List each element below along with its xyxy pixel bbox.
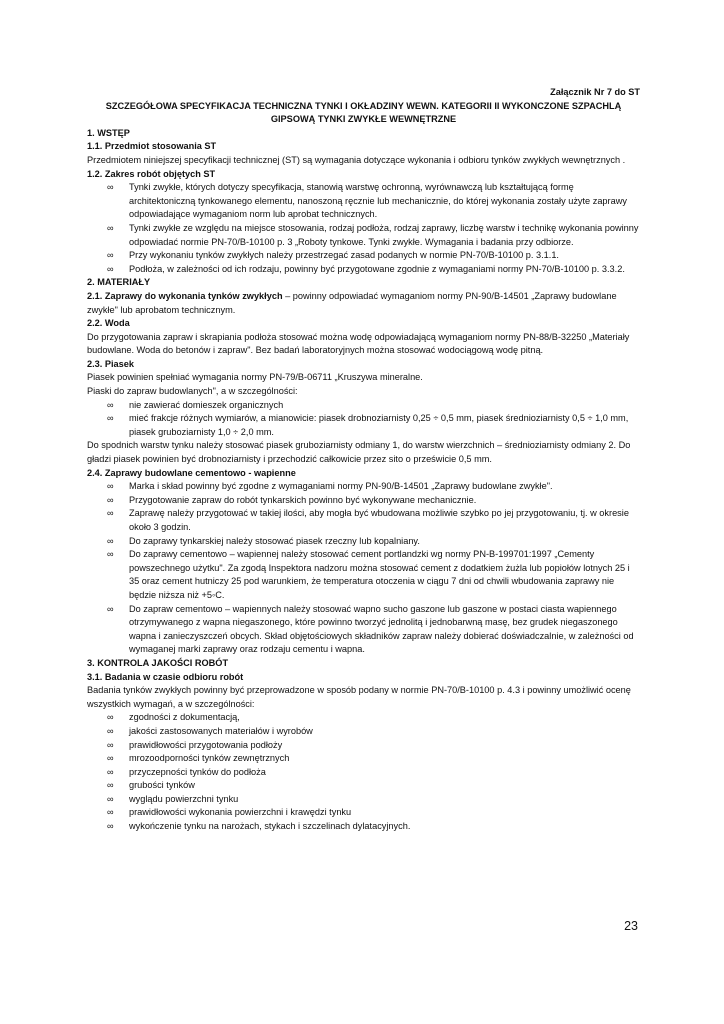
section-2-3-text: Do spodnich warstw tynku należy stosować piasek gruboziarnisty odmiany 1, do warstw wierzchnich – średnioziarnisty odmiany 2. Do gładzi piasek powinien być drobnoziarnisty i przechodzić całkowicie przez sito o prześwicie 0,5 mm. [87, 440, 631, 465]
section-3-heading: 3. KONTROLA JAKOŚCI ROBÓT [87, 657, 229, 668]
section-1-2-heading: 1.2. Zakres robót objętych ST [87, 168, 216, 179]
section-2-3-text: Piaski do zapraw budowlanych", a w szczególności: [87, 386, 298, 397]
bullet-icon: ∞ [107, 807, 114, 818]
section-3-1-heading: 3.1. Badania w czasie odbioru robót [87, 671, 244, 682]
list-item: ∞ mrozoodporności tynków zewnętrznych [87, 752, 640, 766]
section-3-1-list [87, 711, 640, 833]
bullet-icon: ∞ [107, 535, 114, 546]
list-item: ∞ wyglądu powierzchni tynku [87, 793, 640, 807]
bullet-icon: ∞ [107, 725, 114, 736]
bullet-icon: ∞ [107, 780, 114, 791]
section-2-3-list [87, 399, 640, 440]
list-item: ∞ Marka i skład powinny być zgodne z wymaganiami normy PN-90/B-14501 „Zaprawy budowlane zwykłe". [87, 480, 640, 494]
list-item: ∞ Tynki zwykłe ze względu na miejsce stosowania, rodzaj podłoża, rodzaj zaprawy, liczbę warstw i technikę wykonania powinny odpowiadać normie PN-70/B-10100 p. 3 „Roboty tynkowe. Tynki zwykłe. Wymagania i badania przy odbiorze. [107, 222, 639, 247]
bullet-icon: ∞ [107, 549, 114, 560]
bullet-icon: ∞ [107, 508, 114, 519]
bullet-icon: ∞ [107, 399, 114, 410]
bullet-icon: ∞ [107, 712, 114, 723]
list-item: ∞ prawidłowości wykonania powierzchni i krawędzi tynku [87, 806, 640, 820]
list-item: ∞ Podłoża, w zależności od ich rodzaju, powinny być przygotowane zgodnie z wymaganiami normy PN-70/B-10100 p. 3.3.2. [87, 263, 640, 277]
bullet-icon: ∞ [107, 793, 114, 804]
bullet-icon: ∞ [107, 182, 114, 193]
section-2-heading: 2. MATERIAŁY [87, 277, 151, 288]
section-2-4-list [87, 480, 640, 657]
bullet-icon: ∞ [107, 766, 114, 777]
list-item: ∞ prawidłowości przygotowania podłoży [87, 739, 640, 753]
section-2-1-text: 2.1. Zaprawy do wykonania tynków zwykłych – powinny odpowiadać wymaganiom normy PN-90/B-14501 „Zaprawy budowlane zwykłe" lub aprobatom technicznym. [87, 290, 617, 315]
bullet-icon: ∞ [107, 481, 114, 492]
list-item: ∞ Tynki zwykłe, których dotyczy specyfikacja, stanowią warstwę ochronną, wyrównawczą lub kształtującą formę architektoniczną tynkowanego elementu, nanoszoną ręcznie lub mechanicznie, do której wykonania zostały użyte zaprawy odpowiadające wymaganiom norm lub aprobat technicznych. [107, 182, 627, 220]
section-2-2-text: Do przygotowania zapraw i skrapiania podłoża stosować można wodę odpowiadającą wymaganiom normy PN-88/B-32250 „Materiały budowlane. Woda do betonów i zapraw". Bez badań laboratoryjnych można stosować wodociągową wodę pitną. [87, 331, 630, 356]
page-number: 23 [624, 919, 638, 933]
section-2-3-heading: 2.3. Piasek [87, 358, 134, 369]
list-item: ∞ Do zaprawy tynkarskiej należy stosować piasek rzeczny lub kopalniany. [87, 535, 640, 549]
section-2-1-heading: 2.1. Zaprawy do wykonania tynków zwykłych [87, 290, 283, 301]
document-page [87, 86, 640, 834]
list-item: ∞ Przygotowanie zapraw do robót tynkarskich powinno być wykonywane mechanicznie. [87, 494, 640, 508]
section-2-2-heading: 2.2. Woda [87, 318, 130, 329]
bullet-icon: ∞ [107, 494, 114, 505]
section-1-1-heading: 1.1. Przedmiot stosowania ST [87, 141, 217, 152]
list-item: ∞ wykończenie tynku na narożach, stykach i szczelinach dylatacyjnych. [87, 820, 640, 834]
section-1-heading: 1. WSTĘP [87, 127, 130, 138]
list-item: ∞ mieć frakcje różnych wymiarów, a mianowicie: piasek drobnoziarnisty 0,25 ÷ 0,5 mm, piasek średnioziarnisty 0,5 ÷ 1,0 mm, piasek gruboziarnisty 1,0 ÷ 2,0 mm. [107, 413, 629, 437]
bullet-icon: ∞ [107, 821, 114, 832]
list-item: ∞ grubości tynków [87, 779, 640, 793]
list-item: ∞ jakości zastosowanych materiałów i wyrobów [87, 725, 640, 739]
bullet-icon: ∞ [107, 739, 114, 750]
section-1-2-list [87, 181, 640, 276]
list-item: ∞ nie zawierać domieszek organicznych [87, 399, 640, 413]
list-item: ∞ zgodności z dokumentacją, [87, 711, 640, 725]
bullet-icon: ∞ [107, 603, 114, 614]
section-2-4-heading: 2.4. Zaprawy budowlane cementowo - wapienne [87, 467, 296, 478]
document-title: SZCZEGÓŁOWA SPECYFIKACJA TECHNICZNA TYNKI I OKŁADZINY WEWN. KATEGORII II WYKONCZONE SZPACHLĄ GIPSOWĄ TYNKI ZWYKŁE WEWNĘTRZNE [105, 100, 622, 125]
list-item: ∞ Do zaprawy cementowo – wapiennej należy stosować cement portlandzki wg normy PN-B-199701:1997 „Cementy powszechnego użytku". Za zgodą Inspektora nadzoru można stosować cement z dodatkiem żużla lub popiołów lotnych 25 i 35 oraz cement hutniczy 25 pod warunkiem, że temperatura otoczenia w ciągu 7 dni od chwili wbudowania zaprawy nie będzie niższa niż +5◦C. [107, 549, 630, 600]
list-item: ∞ Do zapraw cementowo – wapiennych należy stosować wapno sucho gaszone lub gaszone w postaci ciasta wapiennego otrzymywanego z wapna niegaszonego, które powinno tworzyć jednolitą i jednobarwną masę, bez grudek niegaszonego wapna i zanieczyszczeń obcych. Skład objętościowych składników zapraw należy dobierać doświadczalnie, w zależności od wymaganej marki zaprawy oraz rodzaju cementu i wapna. [107, 603, 634, 655]
section-3-1-text: Badania tynków zwykłych powinny być przeprowadzone w sposób podany w normie PN-70/B-10100 p. 4.3 i powinny umożliwić ocenę wszystkich wymagań, a w szczególności: [87, 685, 631, 709]
list-item: ∞ Przy wykonaniu tynków zwykłych należy przestrzegać zasad podanych w normie PN-70/B-10100 p. 3.1.1. [87, 249, 640, 263]
annex-label: Załącznik Nr 7 do ST [550, 87, 640, 97]
bullet-icon: ∞ [107, 413, 114, 424]
bullet-icon: ∞ [107, 222, 114, 233]
bullet-icon: ∞ [107, 753, 114, 764]
list-item: ∞ przyczepności tynków do podłoża [87, 766, 640, 780]
list-item: ∞ Zaprawę należy przygotować w takiej ilości, aby mogła być wbudowana możliwie szybko po jej przygotowaniu, tj. w okresie około 3 godzin. [107, 508, 629, 532]
section-1-1-text: Przedmiotem niniejszej specyfikacji technicznej (ST) są wymagania dotyczące wykonania i odbioru tynków zwykłych wewnętrznych . [87, 154, 626, 165]
bullet-icon: ∞ [107, 263, 114, 274]
section-2-3-text: Piasek powinien spełniać wymagania normy PN-79/B-06711 „Kruszywa mineralne. [87, 372, 423, 383]
bullet-icon: ∞ [107, 250, 114, 261]
